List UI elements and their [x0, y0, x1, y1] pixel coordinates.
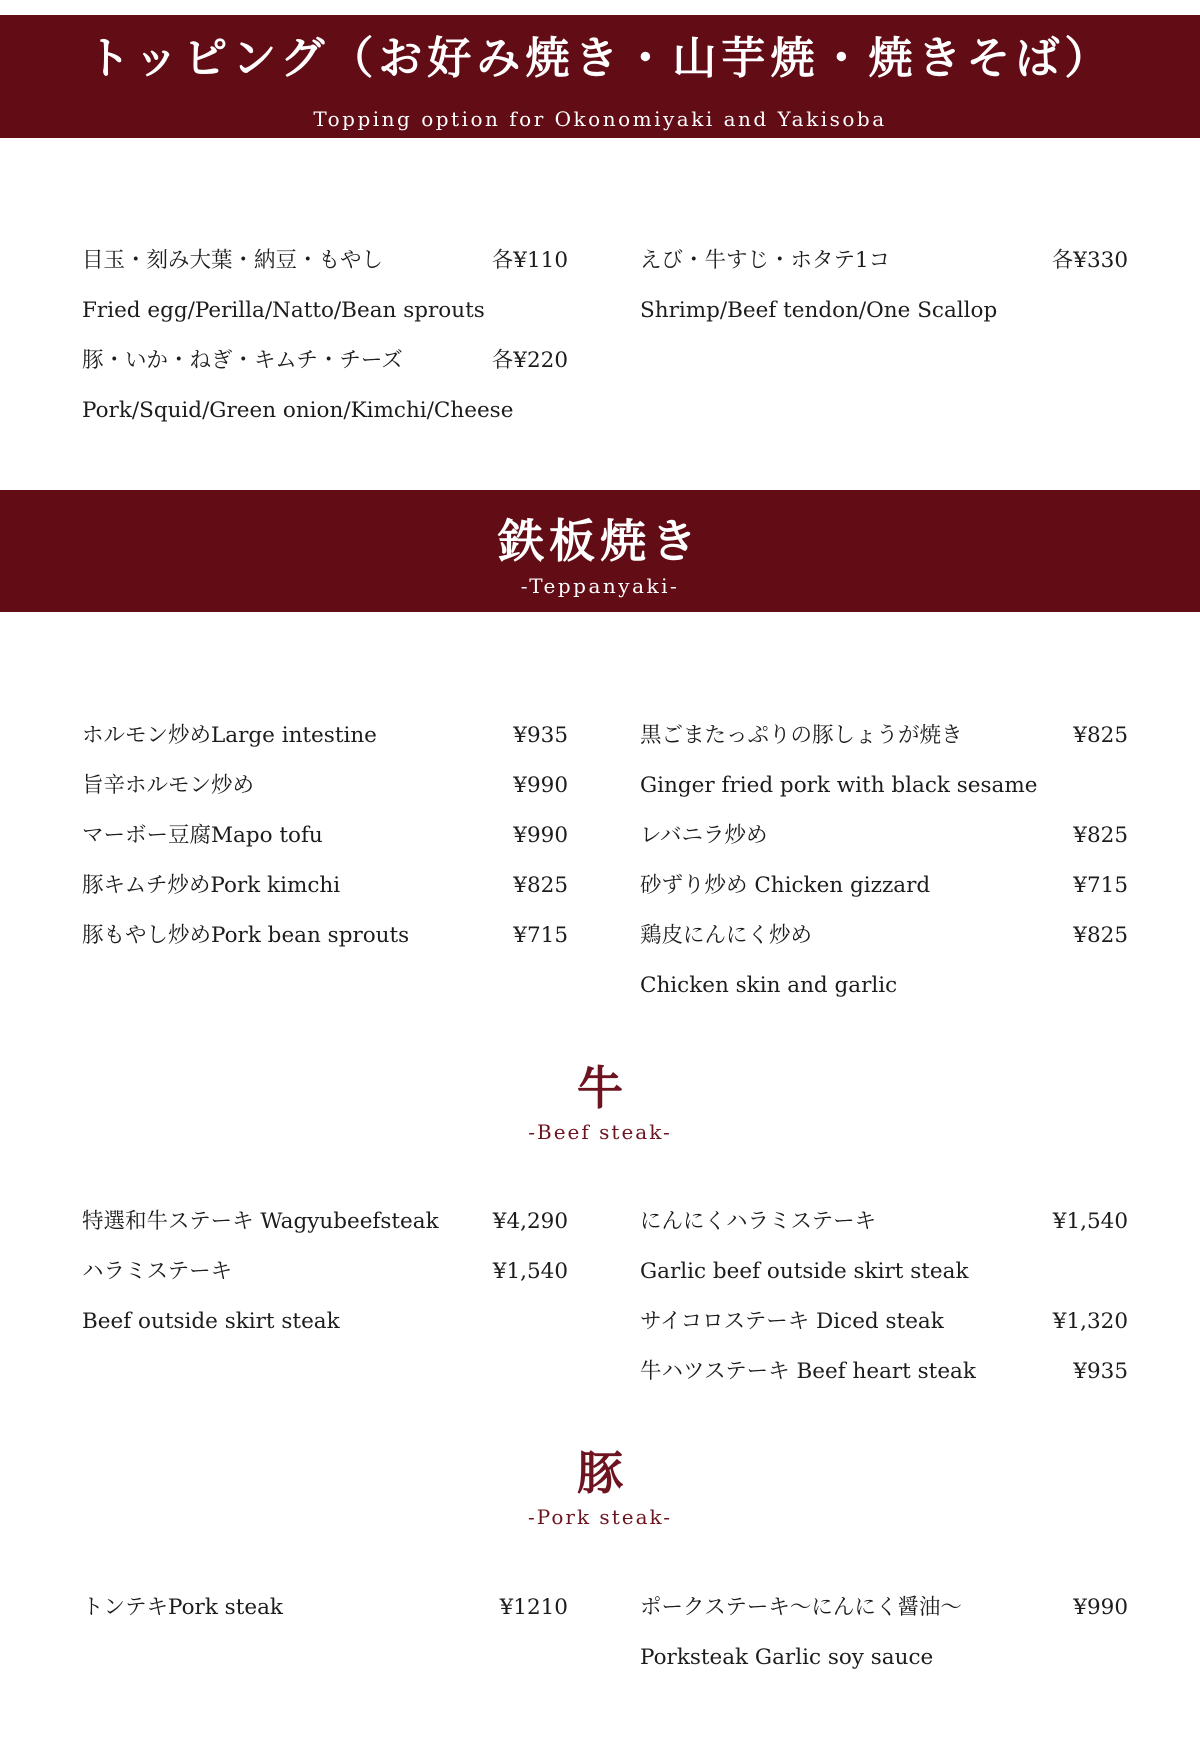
menu-item-row [640, 1347, 1128, 1397]
menu-item-name: 旨辛ホルモン炒め [82, 773, 255, 798]
menu-item-price: ¥990 [513, 823, 568, 848]
menu-item-name: Shrimp/Beef tendon/One Scallop [640, 298, 998, 323]
pork-section-heading [0, 1443, 1200, 1529]
menu-item-row [640, 1247, 1128, 1297]
menu-item-row [82, 811, 568, 861]
menu-item-price: ¥1,540 [492, 1259, 568, 1284]
menu-item-name: 豚キムチ炒めPork kimchi [82, 873, 341, 898]
menu-item-name: ポークステーキ〜にんにく醤油〜 [640, 1595, 962, 1620]
teppanyaki-left-list [82, 711, 568, 961]
pork-subtitle: -Pork steak- [527, 1505, 673, 1529]
menu-item-price: ¥1,540 [1052, 1209, 1128, 1234]
menu-item-row [640, 961, 1128, 1011]
menu-item-price: ¥990 [513, 773, 568, 798]
menu-item-name: サイコロステーキ Diced steak [640, 1309, 944, 1334]
topping-right-list [640, 236, 1128, 336]
menu-item-row [82, 711, 568, 761]
menu-item-name: トンテキPork steak [82, 1595, 283, 1620]
beef-section-heading [0, 1058, 1200, 1144]
menu-item-row [82, 1247, 568, 1297]
menu-item-name: 豚もやし炒めPork bean sprouts [82, 923, 410, 948]
menu-item-price: 各¥110 [491, 248, 568, 273]
menu-item-row [82, 236, 568, 286]
menu-item-name: Beef outside skirt steak [82, 1309, 340, 1334]
menu-item-row [640, 811, 1128, 861]
menu-item-row [640, 861, 1128, 911]
menu-item-price: ¥715 [513, 923, 568, 948]
menu-item-row [640, 711, 1128, 761]
menu-item-name: 鶏皮にんにく炒め [640, 923, 813, 948]
menu-item-name: Garlic beef outside skirt steak [640, 1259, 969, 1284]
topping-subtitle: Topping option for Okonomiyaki and Yakisoba [313, 107, 887, 131]
menu-item-name: レバニラ炒め [640, 823, 768, 848]
menu-item-name: ハラミステーキ [82, 1259, 233, 1284]
menu-item-name: Chicken skin and garlic [640, 973, 898, 998]
teppanyaki-subtitle: -Teppanyaki- [520, 574, 680, 598]
menu-item-row [82, 861, 568, 911]
menu-item-price: ¥4,290 [492, 1209, 568, 1234]
menu-item-row [82, 286, 568, 336]
menu-item-row [640, 236, 1128, 286]
menu-item-name: マーボー豆腐Mapo tofu [82, 823, 323, 848]
menu-item-price: ¥715 [1073, 873, 1128, 898]
beef-title: 牛 [577, 1061, 623, 1115]
menu-item-price: ¥1210 [499, 1595, 568, 1620]
menu-item-price: ¥825 [1073, 723, 1128, 748]
menu-item-price: ¥1,320 [1052, 1309, 1128, 1334]
beef-right-list [640, 1197, 1128, 1397]
teppanyaki-title: 鉄板焼き [498, 514, 702, 568]
menu-item-name: Pork/Squid/Green onion/Kimchi/Cheese [82, 398, 514, 423]
topping-title: トッピング（お好み焼き・山芋焼・焼きそば） [86, 33, 1114, 84]
menu-item-row [640, 1197, 1128, 1247]
menu-item-row [82, 911, 568, 961]
menu-item-name: 黒ごまたっぷりの豚しょうが焼き [640, 723, 963, 748]
menu-item-name: 目玉・刻み大葉・納豆・もやし [82, 248, 384, 273]
menu-item-row [82, 761, 568, 811]
menu-item-price: 各¥330 [1051, 248, 1128, 273]
menu-item-name: Fried egg/Perilla/Natto/Bean sprouts [82, 298, 485, 323]
menu-item-name: 特選和牛ステーキ Wagyubeefsteak [82, 1209, 439, 1234]
topping-header-banner [0, 15, 1200, 138]
beef-left-list [82, 1197, 568, 1347]
menu-item-row [640, 761, 1128, 811]
menu-item-row [640, 911, 1128, 961]
menu-item-name: えび・牛すじ・ホタテ1コ [640, 248, 891, 273]
menu-item-name: 豚・いか・ねぎ・キムチ・チーズ [82, 348, 403, 373]
menu-item-name: Ginger fried pork with black sesame [640, 773, 1038, 798]
menu-item-price: ¥990 [1073, 1595, 1128, 1620]
menu-item-row [640, 1633, 1128, 1683]
menu-item-row [82, 1297, 568, 1347]
menu-item-name: Porksteak Garlic soy sauce [640, 1645, 934, 1670]
menu-item-price: ¥825 [1073, 823, 1128, 848]
pork-right-list [640, 1583, 1128, 1683]
teppanyaki-header-banner [0, 490, 1200, 612]
menu-item-name: 牛ハツステーキ Beef heart steak [640, 1359, 976, 1384]
pork-title: 豚 [577, 1446, 623, 1500]
menu-item-row [640, 1297, 1128, 1347]
menu-item-price: ¥935 [1073, 1359, 1128, 1384]
menu-item-name: ホルモン炒めLarge intestine [82, 723, 377, 748]
menu-item-row [640, 286, 1128, 336]
menu-item-row [640, 1583, 1128, 1633]
pork-left-list [82, 1583, 568, 1633]
menu-item-price: ¥935 [513, 723, 568, 748]
menu-item-row [82, 386, 568, 436]
menu-item-row [82, 336, 568, 386]
menu-item-price: ¥825 [1073, 923, 1128, 948]
menu-item-price: 各¥220 [491, 348, 568, 373]
teppanyaki-right-list [640, 711, 1128, 1011]
menu-item-row [82, 1197, 568, 1247]
menu-item-name: にんにくハラミステーキ [640, 1209, 877, 1234]
beef-subtitle: -Beef steak- [528, 1120, 672, 1144]
menu-item-name: 砂ずり炒め Chicken gizzard [640, 873, 931, 898]
menu-item-price: ¥825 [513, 873, 568, 898]
menu-item-row [82, 1583, 568, 1633]
topping-left-list [82, 236, 568, 436]
